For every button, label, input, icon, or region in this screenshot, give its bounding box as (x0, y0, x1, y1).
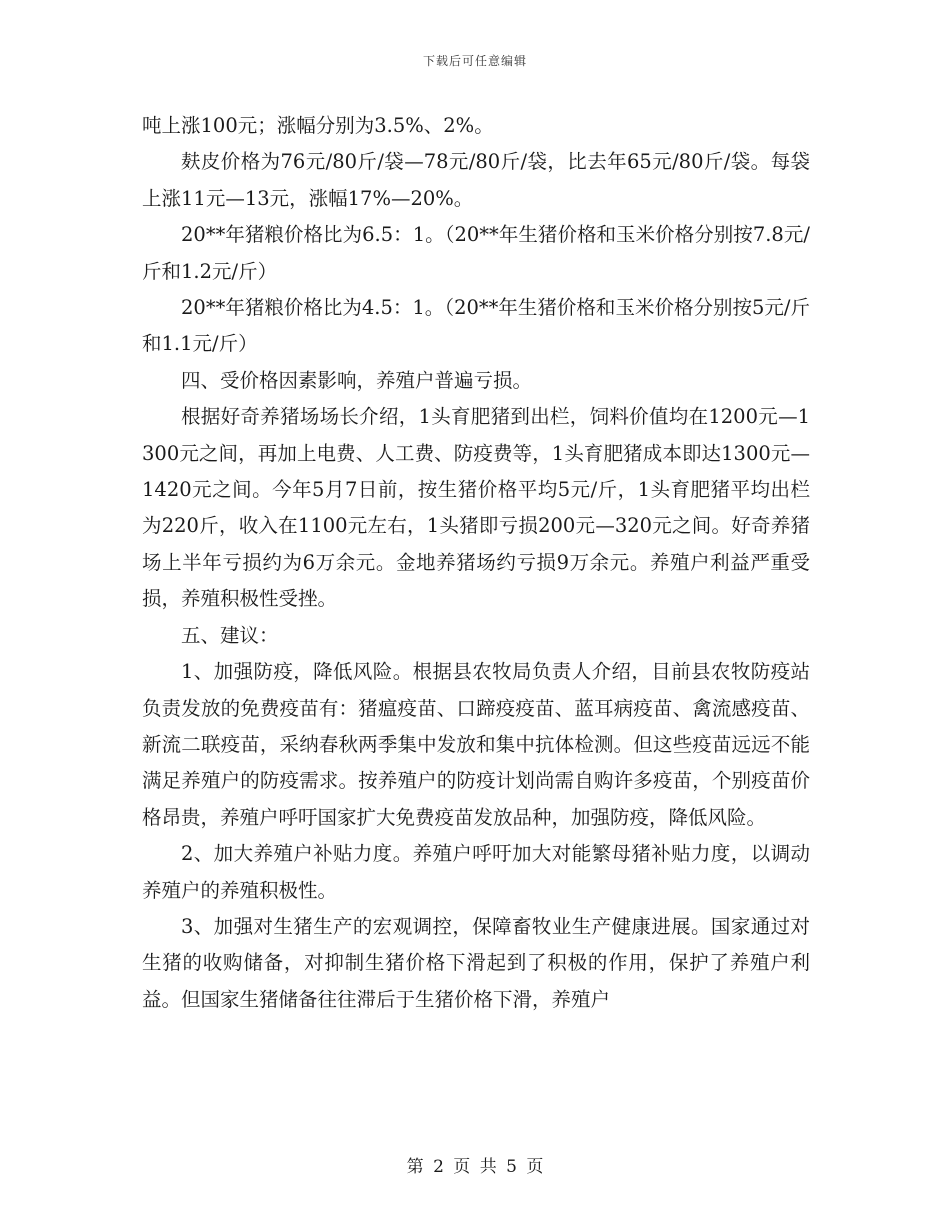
paragraph-6: 根据好奇养猪场场长介绍，1头育肥猪到出栏，饲料价值均在1200元—1300元之间，再加上电费、人工费、防疫费等，1头育肥猪成本即达1300元—1420元之间。今年5月7日前，按生猪价格平均5元/斤，1头育肥猪平均出栏为220斤，收入在1100元左右，1头猪即亏损200元—320元之间。好奇养猪场上半年亏损约为6万余元。金地养猪场约亏损9万余元。养殖户利益严重受损，养殖积极性受挫。 (142, 405, 810, 611)
page-header: 下载后可任意编辑 (422, 54, 527, 68)
document-body (142, 108, 810, 1018)
paragraph-10: 3、加强对生猪生产的宏观调控，保障畜牧业生产健康进展。国家通过对生猪的收购储备，对抑制生猪价格下滑起到了积极的作用，保护了养殖户利益。但国家生猪储备往往滞后于生猪价格下滑，养殖户 (142, 914, 810, 1011)
paragraph-3: 20**年猪粮价格比为6.5：1。（20**年生猪价格和玉米价格分别按7.8元/斤和1.2元/斤） (142, 223, 810, 283)
paragraph-2: 麸皮价格为76元/80斤/袋—78元/80斤/袋，比去年65元/80斤/袋。每袋上涨11元—13元，涨幅17%—20%。 (142, 150, 810, 210)
paragraph-4: 20**年猪粮价格比为4.5：1。（20**年生猪价格和玉米价格分别按5元/斤和1.1元/斤） (142, 296, 810, 356)
section-heading-5: 五、建议： (181, 623, 279, 647)
paragraph-9: 2、加大养殖户补贴力度。养殖户呼吁加大对能繁母猪补贴力度，以调动养殖户的养殖积极性。 (142, 842, 810, 902)
page-number: 第 2 页 共 5 页 (406, 1157, 544, 1177)
section-heading-4: 四、受价格因素影响，养殖户普遍亏损。 (181, 368, 533, 392)
paragraph-1: 吨上涨100元；涨幅分别为3.5%、2%。 (142, 114, 494, 137)
paragraph-8: 1、加强防疫，降低风险。根据县农牧局负责人介绍，目前县农牧防疫站负责发放的免费疫苗有：猪瘟疫苗、口蹄疫疫苗、蓝耳病疫苗、禽流感疫苗、新流二联疫苗，采纳春秋两季集中发放和集中抗体检测。但这些疫苗远远不能满足养殖户的防疫需求。按养殖户的防疫计划尚需自购许多疫苗，个别疫苗价格昂贵，养殖户呼吁国家扩大免费疫苗发放品种，加强防疫，降低风险。 (142, 660, 810, 829)
